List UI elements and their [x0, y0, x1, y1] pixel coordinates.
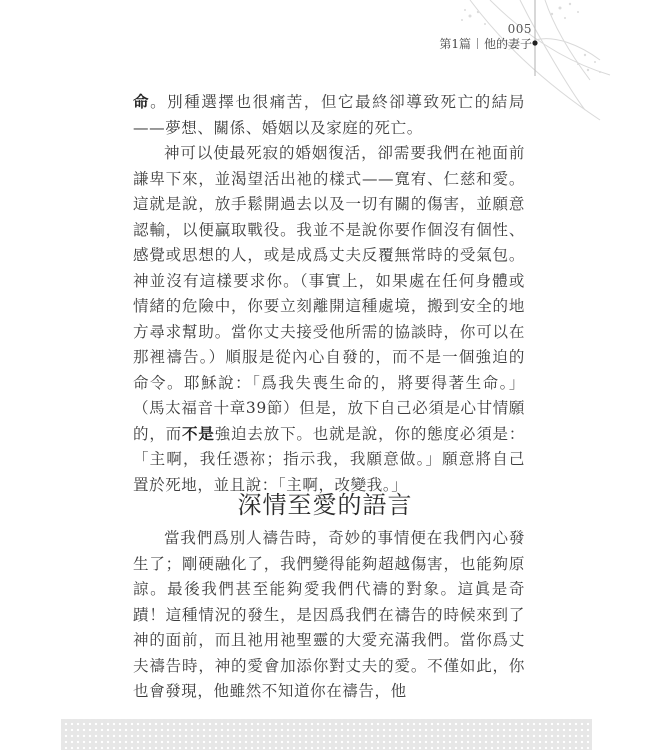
bold-emphasis: 不是 — [182, 424, 215, 443]
paragraph-1: 命。別種選擇也很痛苦，但它最終卻導致死亡的結局——夢想、關係、婚姻以及家庭的死亡。 — [133, 93, 525, 137]
body-section-1 — [133, 90, 525, 498]
body-section-2 — [133, 526, 525, 705]
part-label: 第1篇 — [439, 37, 471, 51]
chapter-title: 他的妻子 — [483, 37, 532, 51]
divider — [477, 38, 478, 49]
bold-word: 命 — [133, 93, 151, 111]
page-number: 005 — [507, 22, 532, 36]
chapter-label — [439, 36, 532, 52]
paragraph-2: 神可以使最死寂的婚姻復活，卻需要我們在祂面前謙卑下來，並渴望活出祂的樣式——寬宥、仁慈和愛。這就是說，放手鬆開過去以及一切有關的傷害，並願意認輸，以便贏取戰役。我並不是說你要作個沒有個性、感覺或思想的人，或是成爲丈夫反覆無常時的受氣包。神並沒有這樣要求你。（事實上，如果處在任何身體或情緒的危險中，你要立刻離開這種處境，搬到安全的地方尋求幫助。當你丈夫接受他所需的協談時，你可以在那裡禱告。）順服是從內心自發的，而不是一個強迫的命令。耶穌說：「爲我失喪生命的，將要得著生命。」（馬太福音十章39節）但是，放下自己必須是心甘情願的，而不是強迫去放下。也就是說，你的態度必須是：「主啊，我任憑祢；指示我，我願意做。」願意將自己置於死地，並且說：「主啊，改變我。」 — [133, 144, 525, 494]
running-header — [439, 22, 532, 52]
section-heading: 深情至愛的語言 — [237, 491, 413, 519]
footer-dotted-band — [61, 719, 592, 750]
paragraph-3: 當我們爲別人禱告時，奇妙的事情便在我們內心發生了；剛硬融化了，我們變得能夠超越傷害，也能夠原諒。最後我們甚至能夠愛我們代禱的對象。這眞是奇蹟！這種情況的發生，是因爲我們在禱告的時候來到了神的面前，而且祂用祂聖靈的大愛充滿我們。當你爲丈夫禱告時，神的愛會加添你對丈夫的愛。不僅如此，你也會發現，他雖然不知道你在禱告，他 — [133, 529, 525, 700]
